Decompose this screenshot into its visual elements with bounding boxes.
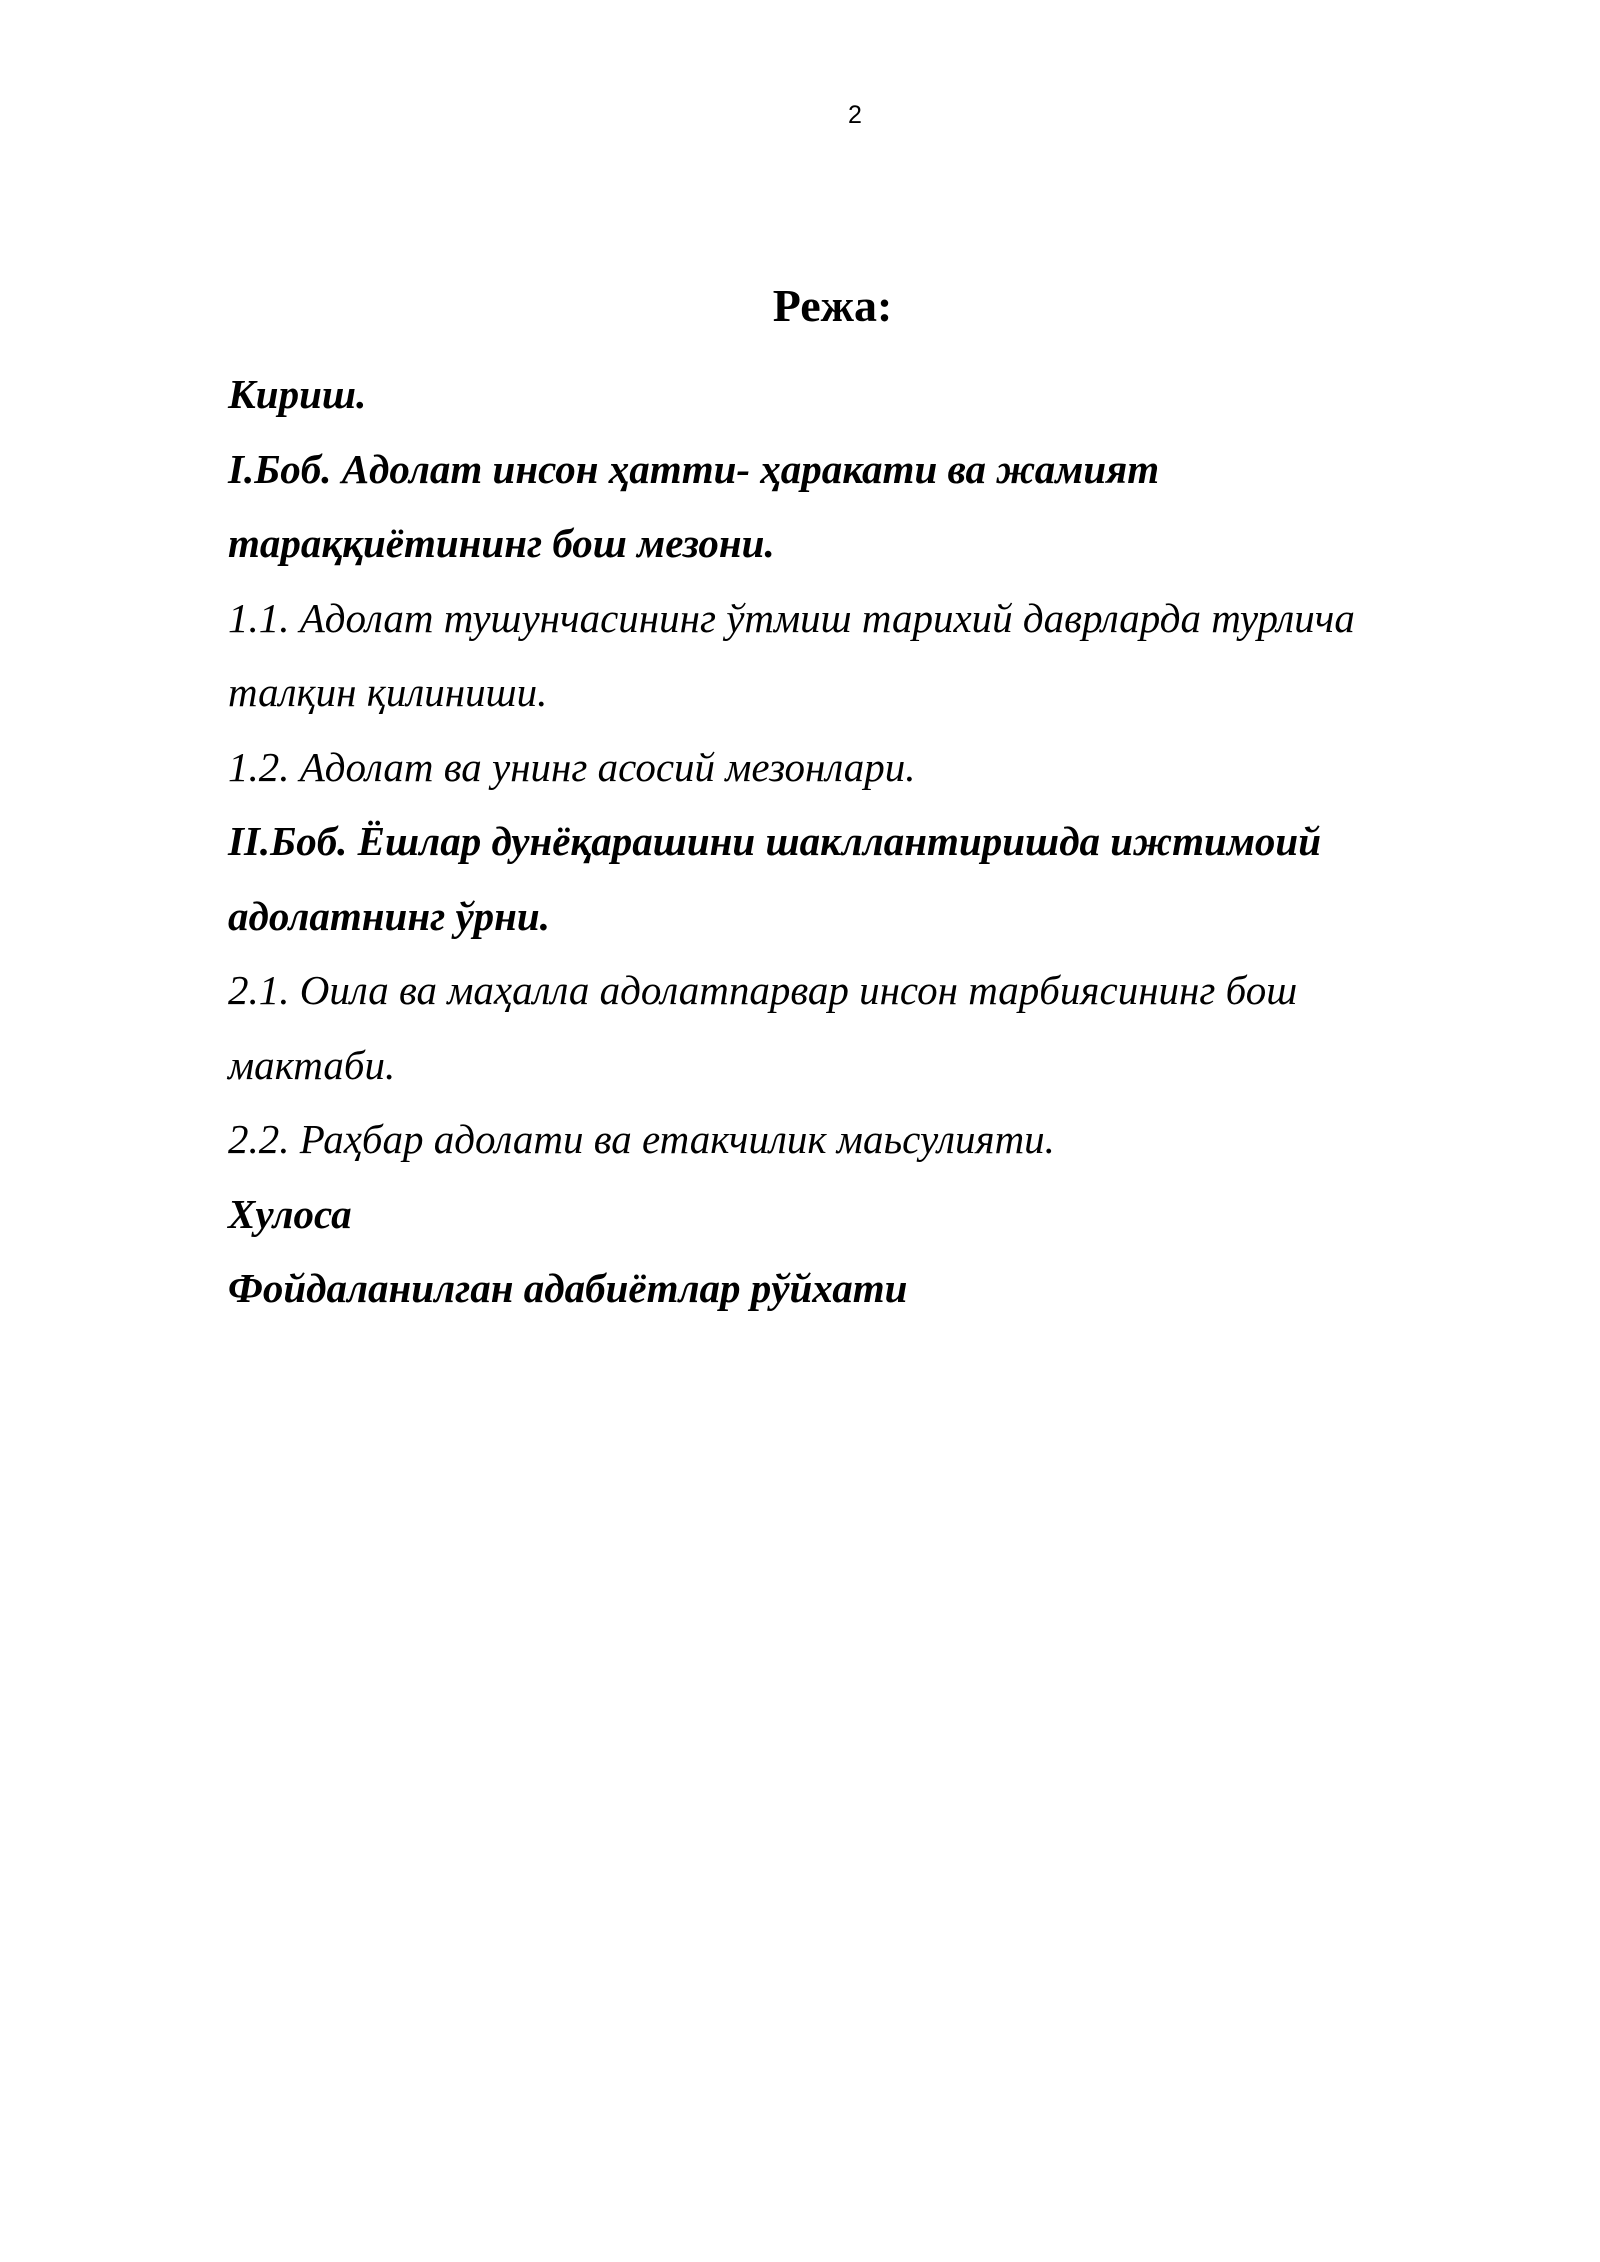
- toc-chapter-1: I.Боб. Адолат инсон ҳатти- ҳаракати ва жамият тараққиётининг бош мезони.: [228, 445, 1160, 566]
- table-of-contents: [228, 357, 1428, 1326]
- toc-section-1-1: 1.1. Адолат тушунчасининг ўтмиш тарихий даврларда турлича талқин қилиниши.: [228, 594, 1355, 715]
- toc-conclusion: Хулоса: [228, 1190, 352, 1237]
- plan-title: Режа:: [772, 280, 893, 331]
- toc-section-2-2: 2.2. Раҳбар адолати ва етакчилик маьсулияти.: [228, 1116, 1055, 1162]
- page-number: 2: [848, 101, 862, 129]
- toc-section-2-1: 2.1. Оила ва маҳалла адолатпарвар инсон тарбиясининг бош мактаби.: [228, 967, 1298, 1088]
- toc-chapter-2: II.Боб. Ёшлар дунёқарашини шакллантиришда ижтимоий адолатнинг ўрни.: [228, 818, 1322, 939]
- toc-references: Фойдаланилган адабиётлар рўйхати: [228, 1265, 908, 1311]
- toc-intro: Кириш.: [228, 371, 367, 417]
- toc-section-1-2: 1.2. Адолат ва унинг асосий мезонлари.: [228, 743, 916, 790]
